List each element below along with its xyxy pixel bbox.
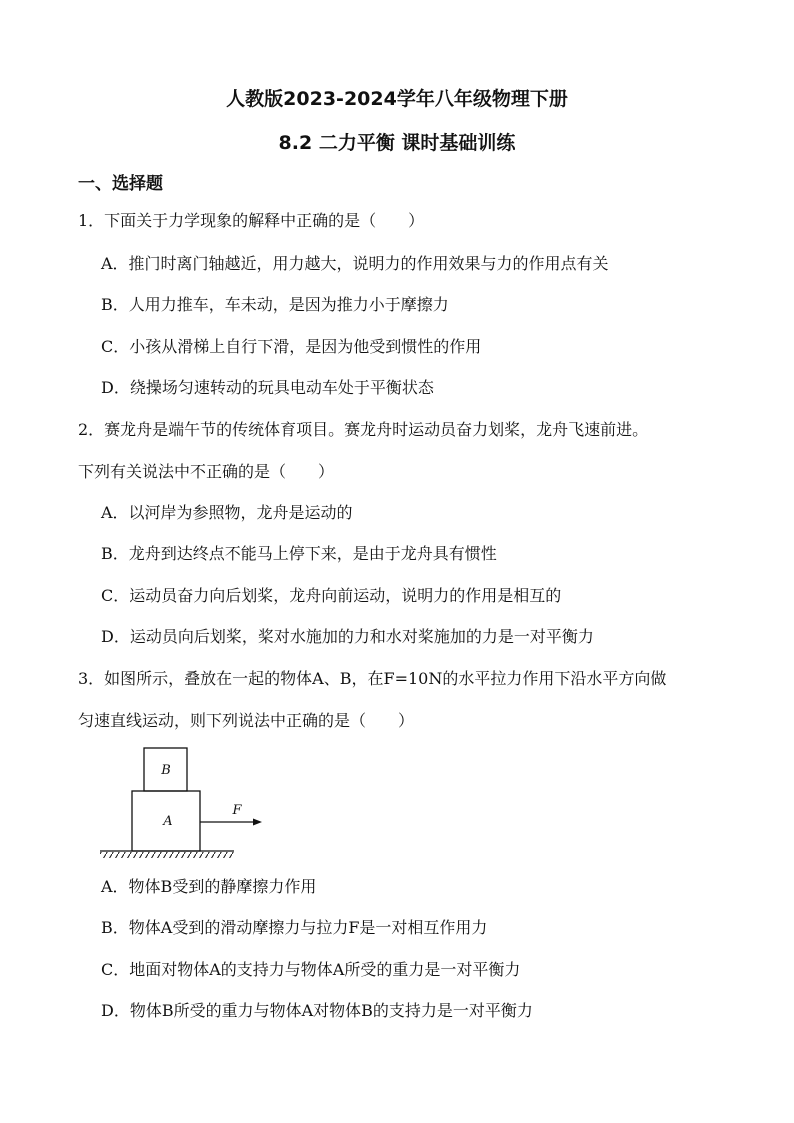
question-1-option-d: D．绕操场匀速转动的玩具电动车处于平衡状态 [101,378,434,397]
question-1-stem: 1．下面关于力学现象的解释中正确的是（ ） [78,211,425,230]
section-heading: 一、选择题 [78,174,163,194]
label-f: F [232,803,242,818]
question-1-option-b: B．人用力推车，车未动，是因为推力小于摩擦力 [101,295,449,314]
ground-hatch [100,852,234,858]
stacked-blocks-figure [100,744,270,858]
question-3-option-b: B．物体A受到的滑动摩擦力与拉力F是一对相互作用力 [101,918,488,937]
question-3-stem-line1: 3．如图所示，叠放在一起的物体A、B，在F=10N的水平拉力作用下沿水平方向做 [78,669,667,688]
question-3-stem-line2: 匀速直线运动，则下列说法中正确的是（ ） [78,711,415,730]
question-2-option-c: C．运动员奋力向后划桨，龙舟向前运动，说明力的作用是相互的 [101,586,562,605]
question-2-option-d: D．运动员向后划桨，桨对水施加的力和水对桨施加的力是一对平衡力 [101,627,594,646]
label-a: A [163,814,173,829]
question-3-option-c: C．地面对物体A的支持力与物体A所受的重力是一对平衡力 [101,960,521,979]
question-3-option-a: A．物体B受到的静摩擦力作用 [101,877,317,896]
question-2-stem-line2: 下列有关说法中不正确的是（ ） [78,462,335,481]
question-1-option-c: C．小孩从滑梯上自行下滑，是因为他受到惯性的作用 [101,337,482,356]
question-2-stem-line1: 2．赛龙舟是端午节的传统体育项目。赛龙舟时运动员奋力划桨，龙舟飞速前进。 [78,420,649,439]
question-2-option-a: A．以河岸为参照物，龙舟是运动的 [101,503,353,522]
document-title: 人教版2023-2024学年八年级物理下册 [226,88,568,110]
arrow-head-icon [253,819,262,826]
document-subtitle: 8.2 二力平衡 课时基础训练 [278,132,516,154]
question-3-option-d: D．物体B所受的重力与物体A对物体B的支持力是一对平衡力 [101,1001,533,1020]
label-b: B [161,763,171,778]
question-1-option-a: A．推门时离门轴越近，用力越大，说明力的作用效果与力的作用点有关 [101,254,609,273]
question-2-option-b: B．龙舟到达终点不能马上停下来，是由于龙舟具有惯性 [101,544,497,563]
